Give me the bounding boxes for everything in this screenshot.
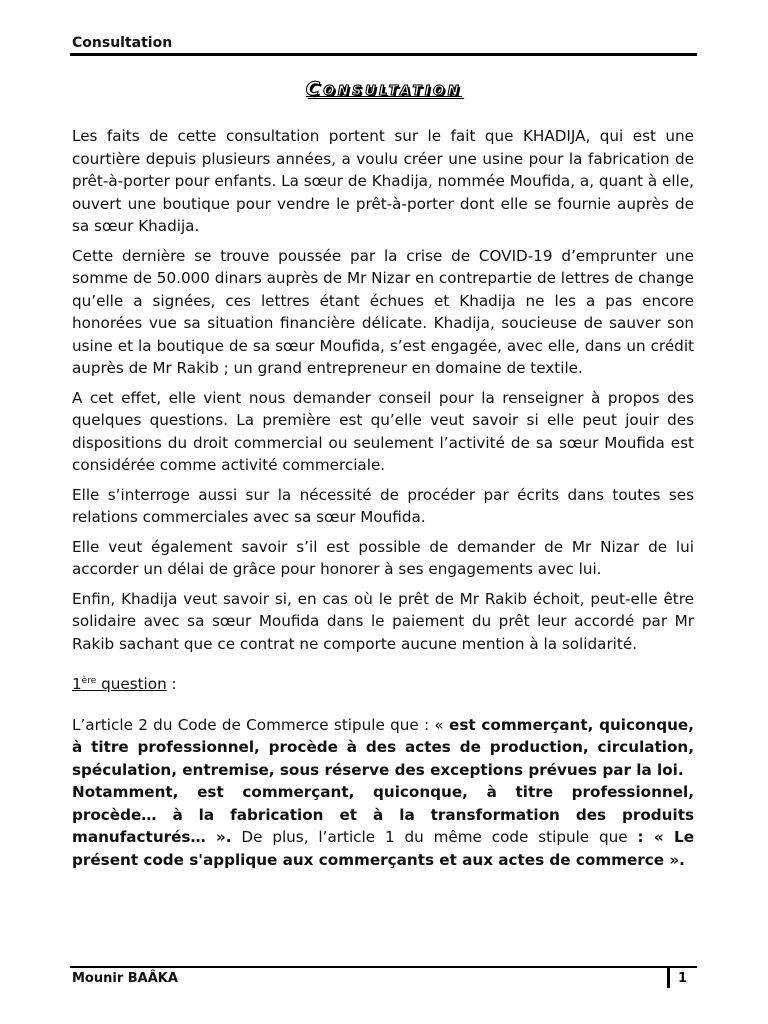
page-number: 1 <box>678 971 688 986</box>
answer-intro: L’article 2 du Code de Commerce stipule que : « <box>72 715 450 734</box>
paragraph-facts: Les faits de cette consultation portent sur le fait que KHADIJA, qui est une courtière depuis plusieurs années, a voulu créer une usine pour la fabrication de prêt-à-porter pour enfants. La sœur de Khadija, nommée Moufida, a, quant à elle, ouvert une boutique pour vendre le prêt-à-porter dont elle se fournie auprès de sa sœur Khadija. <box>72 127 694 235</box>
article-2-quote-continued: Notamment, est commerçant, quiconque, à titre professionnel, procède… à la fabrication et à la transformation des produits manufacturés… ». <box>72 783 694 846</box>
article-2-quote: est commerçant, quiconque, à titre professionnel, procède à des actes de production, circulation, spéculation, entremise, sous réserve des exceptions prévues par la loi. <box>72 715 694 779</box>
running-header: Consultation <box>72 35 173 51</box>
paragraph-grace: Elle veut également savoir s’il est possible de demander de Mr Nizar de lui accorder un délai de grâce pour honorer à ses engagements avec lui. <box>72 537 694 578</box>
footer-author: Mounir BAÂKA <box>72 971 178 986</box>
paragraph-request: A cet effet, elle vient nous demander conseil pour la renseigner à propos des quelques questions. La première est qu’elle veut savoir si elle peut jouir des dispositions du droit commercial ou seulement l’activité de sa sœur Moufida est considérée comme activité commerciale. <box>72 388 694 474</box>
paragraph-solidarity: Enfin, Khadija veut savoir si, en cas où le prêt de Mr Rakib échoit, peut-elle être solidaire avec sa sœur Moufida dans le paiement du prêt leur accordé par Mr Rakib sachant que ce contrat ne comporte aucune mention à la solidarité. <box>72 589 694 653</box>
document-body <box>72 125 694 878</box>
question-heading: 1ère question : <box>72 675 177 693</box>
paragraph-loan: Cette dernière se trouve poussée par la crise de COVID-19 d’emprunter une somme de 50.000 dinars auprès de Mr Nizar en contrepartie de lettres de change qu’elle a signées, ces lettres étant échues et Khadija ne les a pas encore honorées vue sa situation financière délicate. Khadija, soucieuse de sauver son usine et la boutique de sa sœur Moufida, s’est engagée, avec elle, dans un crédit auprès de Mr Rakib ; un grand entrepreneur en domaine de textile. <box>72 246 694 377</box>
document-title: Consultation <box>305 78 463 100</box>
question-label: 1ère question <box>72 675 167 693</box>
header-divider <box>70 53 697 56</box>
answer-transition: De plus, l’article 1 du même code stipule que <box>231 828 638 846</box>
answer-paragraph <box>72 714 694 872</box>
footer-divider <box>70 966 697 968</box>
paragraph-writing: Elle s’interroge aussi sur la nécessité de procéder par écrits dans toutes ses relations commerciales avec sa sœur Moufida. <box>72 485 694 526</box>
article-1-quote: : « Le présent code s'applique aux commerçants et aux actes de commerce ». <box>72 828 695 869</box>
page-number-bar <box>667 966 670 988</box>
